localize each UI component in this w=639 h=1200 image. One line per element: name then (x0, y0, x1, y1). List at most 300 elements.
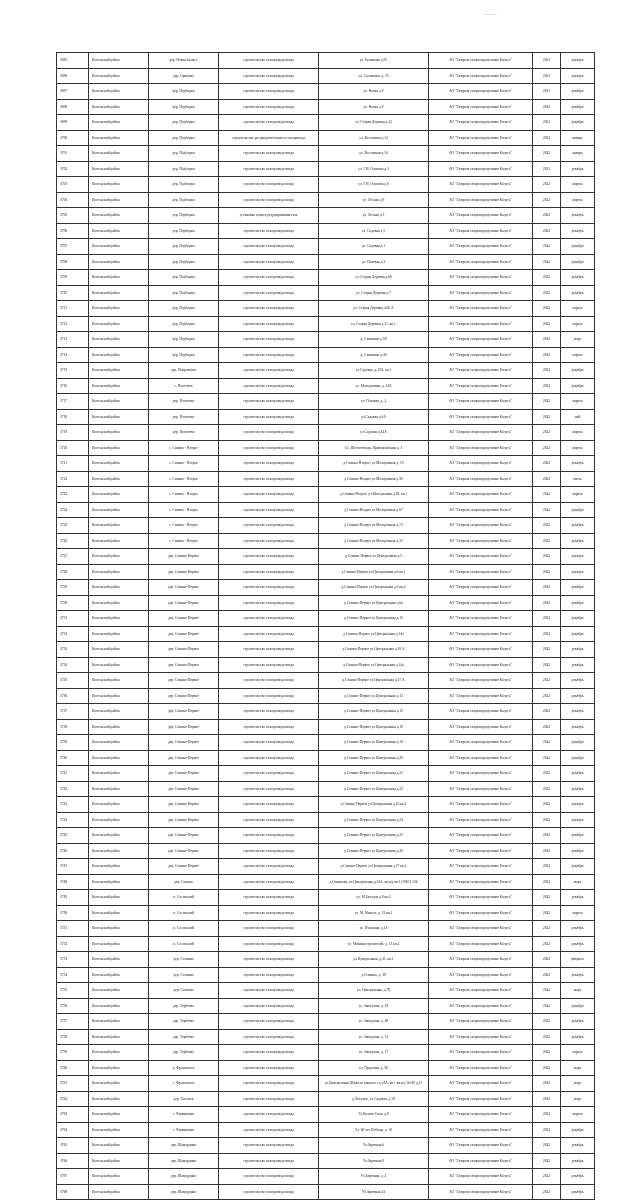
month-cell: март (561, 874, 595, 890)
month-cell: декабрь (561, 967, 595, 983)
locality-cell: дер. Сенино-Первое (149, 626, 219, 642)
district-cell: Козельский район (89, 68, 149, 84)
organization-cell: АО "Газпром газораспределение Калуга" (429, 1076, 533, 1092)
work-type-cell: строительство газопровода ввода (219, 502, 319, 518)
row-number: 3765 (57, 1138, 89, 1154)
work-type-cell: строительство газопровода ввода (219, 99, 319, 115)
month-cell: апрель (561, 177, 595, 193)
address-cell: ул.Садовая д.44А (319, 425, 429, 441)
year-cell: 2022 (533, 518, 561, 534)
year-cell: 2022 (533, 99, 561, 115)
month-cell: декабрь (561, 890, 595, 906)
district-cell: Козельский район (89, 146, 149, 162)
organization-cell: АО "Газпром газораспределение Калуга" (429, 859, 533, 875)
month-cell: декабрь (561, 53, 595, 69)
district-cell: Козельский район (89, 316, 149, 332)
work-type-cell: строительство газопровода ввода (219, 1060, 319, 1076)
organization-cell: АО "Газпром газораспределение Калуга" (429, 192, 533, 208)
row-number: 3708 (57, 254, 89, 270)
row-number: 3753 (57, 952, 89, 968)
table-row (57, 316, 595, 332)
table-row (57, 1122, 595, 1138)
month-cell: декабрь (561, 1014, 595, 1030)
district-cell: Козельский район (89, 673, 149, 689)
month-cell: декабрь (561, 378, 595, 394)
table-row (57, 347, 595, 363)
organization-cell: АО "Газпром газораспределение Калуга" (429, 518, 533, 534)
organization-cell: АО "Газпром газораспределение Калуга" (429, 1060, 533, 1076)
locality-cell: дер. Сенино-Первое (149, 642, 219, 658)
locality-cell: дер. Сенино-Первое (149, 688, 219, 704)
organization-cell: АО "Газпром газораспределение Калуга" (429, 1169, 533, 1185)
table-row (57, 115, 595, 131)
address-cell: д.Сенино-Второе ул.Молодежная д.67 (319, 502, 429, 518)
district-cell: Козельский район (89, 301, 149, 317)
district-cell: Козельский район (89, 1184, 149, 1200)
row-number: 3729 (57, 580, 89, 596)
month-cell: апрель (561, 425, 595, 441)
year-cell: 2022 (533, 688, 561, 704)
district-cell: Козельский район (89, 53, 149, 69)
address-cell: д.Сенино-Первое ул.Центральная д.26 (319, 843, 429, 859)
row-number: 3714 (57, 347, 89, 363)
district-cell: Козельский район (89, 921, 149, 937)
district-cell: Козельский район (89, 161, 149, 177)
month-cell: декабрь (561, 766, 595, 782)
year-cell: 2022 (533, 409, 561, 425)
district-cell: Козельский район (89, 99, 149, 115)
locality-cell: дер. Торбеево (149, 1029, 219, 1045)
month-cell: апрель (561, 487, 595, 503)
organization-cell: АО "Газпром газораспределение Калуга" (429, 1138, 533, 1154)
district-cell: Козельский район (89, 1045, 149, 1061)
month-cell: апрель (561, 1045, 595, 1061)
locality-cell: п. Сосенский (149, 936, 219, 952)
work-type-cell: строительство газопровода ввода (219, 611, 319, 627)
row-number: 3702 (57, 161, 89, 177)
work-type-cell: строительство газопровода ввода (219, 828, 319, 844)
work-type-cell: строительство газопровода ввода (219, 936, 319, 952)
organization-cell: АО "Газпром газораспределение Калуга" (429, 688, 533, 704)
table-row (57, 843, 595, 859)
organization-cell: АО "Газпром газораспределение Калуга" (429, 967, 533, 983)
work-type-cell: строительство газопровода ввода (219, 657, 319, 673)
year-cell: 2022 (533, 1076, 561, 1092)
row-number: 3764 (57, 1122, 89, 1138)
table-row (57, 146, 595, 162)
month-cell: март (561, 983, 595, 999)
district-cell: Козельский район (89, 952, 149, 968)
table-row (57, 363, 595, 379)
month-cell: декабрь (561, 580, 595, 596)
locality-cell: дер. Сенино-Первое (149, 843, 219, 859)
organization-cell: АО "Газпром газораспределение Калуга" (429, 285, 533, 301)
address-cell: д.Хотунок, ул.Садовая, д.18 (319, 1091, 429, 1107)
address-cell: д. Сливкино д.40 (319, 347, 429, 363)
address-cell: д.Сенино-Первое ул.Центральная д.5 (319, 549, 429, 565)
address-cell: д.Сенино-Второе, ул.Молодежная д.38, кв.1 (319, 487, 429, 503)
locality-cell: дер. Сенино-Первое (149, 549, 219, 565)
month-cell: апрель (561, 347, 595, 363)
work-type-cell: строительство газопровода ввода (219, 905, 319, 921)
work-type-cell: строительство газопровода ввода (219, 68, 319, 84)
year-cell: 2022 (533, 1029, 561, 1045)
address-cell: д.Сенино-Первое ул.Центральная д.37 А (319, 673, 429, 689)
district-cell: Козельский район (89, 1107, 149, 1123)
district-cell: Козельский район (89, 797, 149, 813)
year-cell: 2022 (533, 921, 561, 937)
district-cell: Козельский район (89, 812, 149, 828)
district-cell: Козельский район (89, 828, 149, 844)
organization-cell: АО "Газпром газораспределение Калуга" (429, 53, 533, 69)
table-row (57, 84, 595, 100)
year-cell: 2022 (533, 332, 561, 348)
work-type-cell: строительство газопровода ввода (219, 952, 319, 968)
row-number: 3698 (57, 99, 89, 115)
district-cell: Козельский район (89, 518, 149, 534)
work-type-cell: строительство газопровода ввода (219, 843, 319, 859)
month-cell: декабрь (561, 735, 595, 751)
table-row (57, 99, 595, 115)
locality-cell: с. Сенино - Второе (149, 471, 219, 487)
locality-cell: дер. Хотунок (149, 1091, 219, 1107)
organization-cell: АО "Газпром газораспределение Калуга" (429, 502, 533, 518)
locality-cell: дер. Сенино-Первое (149, 719, 219, 735)
organization-cell: АО "Газпром газораспределение Калуга" (429, 626, 533, 642)
row-number: 3746 (57, 843, 89, 859)
district-cell: Козельский район (89, 440, 149, 456)
row-number: 3715 (57, 363, 89, 379)
row-number: 3706 (57, 223, 89, 239)
table-row (57, 1060, 595, 1076)
row-number: 3712 (57, 316, 89, 332)
district-cell: Козельский район (89, 177, 149, 193)
row-number: 3733 (57, 642, 89, 658)
district-cell: Козельский район (89, 425, 149, 441)
address-cell: ул. Лесная д.5 (319, 208, 429, 224)
organization-cell: АО "Газпром газораспределение Калуга" (429, 1107, 533, 1123)
table-row (57, 657, 595, 673)
address-cell: д.Сенино-Первое ул.Центральная д.16 А (319, 642, 429, 658)
locality-cell: дер. Шамордино (149, 1169, 219, 1185)
row-number: 3723 (57, 487, 89, 503)
locality-cell: дер. Сенино-Первое (149, 781, 219, 797)
work-type-cell: строительство газопровода ввода (219, 239, 319, 255)
organization-cell: АО "Газпром газораспределение Калуга" (429, 487, 533, 503)
locality-cell: дер. Шамордино (149, 1184, 219, 1200)
row-number: 3722 (57, 471, 89, 487)
work-type-cell: строительство газопровода ввода (219, 1184, 319, 1200)
row-number: 3703 (57, 177, 89, 193)
work-type-cell: строительство газопровода ввода (219, 874, 319, 890)
table-body (57, 53, 595, 1200)
row-number: 3695 (57, 53, 89, 69)
year-cell: 2022 (533, 1107, 561, 1123)
year-cell: 2022 (533, 471, 561, 487)
row-number: 3705 (57, 208, 89, 224)
work-type-cell: строительство газопровода ввода (219, 859, 319, 875)
table-row (57, 471, 595, 487)
month-cell: декабрь (561, 936, 595, 952)
table-row (57, 936, 595, 952)
row-number: 3750 (57, 905, 89, 921)
row-number: 3704 (57, 192, 89, 208)
row-number: 3716 (57, 378, 89, 394)
locality-cell: с. Сенино - Второе (149, 456, 219, 472)
table-row (57, 688, 595, 704)
address-cell: д.Сенино-Первое ул.Центральная д.18 (319, 719, 429, 735)
month-cell: апрель (561, 1107, 595, 1123)
address-cell: ул. Г.Н. Осипова д.2 (319, 161, 429, 177)
organization-cell: АО "Газпром газораспределение Калуга" (429, 874, 533, 890)
month-cell: декабрь (561, 781, 595, 797)
table-row (57, 704, 595, 720)
locality-cell: дер. Сенино-Первое (149, 673, 219, 689)
locality-cell: с. Фроловское (149, 1076, 219, 1092)
month-cell: декабрь (561, 68, 595, 84)
address-cell: ул. Г.Н. Осипова д.6 (319, 177, 429, 193)
table-row (57, 1107, 595, 1123)
district-cell: Козельский район (89, 735, 149, 751)
work-type-cell: строительство газопровода ввода (219, 890, 319, 906)
work-type-cell: установка пункта редуцирования газа (219, 208, 319, 224)
work-type-cell: строительство газопровода ввода (219, 735, 319, 751)
address-cell: д.Сенино-Первое ул.Центральная д.19 (319, 735, 429, 751)
month-cell: декабрь (561, 254, 595, 270)
year-cell: 2022 (533, 828, 561, 844)
row-number: 3739 (57, 735, 89, 751)
row-number: 3740 (57, 750, 89, 766)
address-cell: ул. М. Нильсе, д. 31 кв.2 (319, 905, 429, 921)
work-type-cell: строительство газопровода ввода (219, 1122, 319, 1138)
table-row (57, 192, 595, 208)
locality-cell: дер. Сенино-Первое (149, 797, 219, 813)
table-row (57, 549, 595, 565)
month-cell: декабрь (561, 1169, 595, 1185)
organization-cell: АО "Газпром газораспределение Калуга" (429, 998, 533, 1014)
year-cell: 2022 (533, 208, 561, 224)
year-cell: 2022 (533, 750, 561, 766)
district-cell: Козельский район (89, 704, 149, 720)
organization-cell: АО "Газпром газораспределение Калуга" (429, 347, 533, 363)
organization-cell: АО "Газпром газораспределение Калуга" (429, 890, 533, 906)
table-row (57, 719, 595, 735)
organization-cell: АО "Газпром газораспределение Калуга" (429, 564, 533, 580)
organization-cell: АО "Газпром газораспределение Калуга" (429, 750, 533, 766)
work-type-cell: строительство газопровода ввода (219, 301, 319, 317)
work-type-cell: строительство газопровода ввода (219, 161, 319, 177)
locality-cell: д. Фроловское (149, 1060, 219, 1076)
year-cell: 2022 (533, 812, 561, 828)
table-row (57, 983, 595, 999)
organization-cell: АО "Газпром газораспределение Калуга" (429, 99, 533, 115)
locality-cell: дер. Сенино-Первое (149, 735, 219, 751)
address-cell: ул. М.Баходце,д.8 кв.2 (319, 890, 429, 906)
month-cell: март (561, 332, 595, 348)
row-number: 3730 (57, 595, 89, 611)
table-row (57, 394, 595, 410)
organization-cell: АО "Газпром газораспределение Калуга" (429, 642, 533, 658)
address-cell: д.Сенино-Второе ул.Молодежная д.30 (319, 471, 429, 487)
district-cell: Козельский район (89, 967, 149, 983)
organization-cell: АО "Газпром газораспределение Калуга" (429, 533, 533, 549)
address-cell: ул. Восточная д.14 (319, 146, 429, 162)
organization-cell: АО "Газпром газораспределение Калуга" (429, 425, 533, 441)
district-cell: Козельский район (89, 843, 149, 859)
row-number: 3735 (57, 673, 89, 689)
work-type-cell: строительство газопровода ввода (219, 626, 319, 642)
year-cell: 2022 (533, 704, 561, 720)
district-cell: Козельский район (89, 998, 149, 1014)
year-cell: 2022 (533, 735, 561, 751)
year-cell: 2022 (533, 533, 561, 549)
work-type-cell: строительство газопровода ввода (219, 316, 319, 332)
month-cell: июль (561, 471, 595, 487)
month-cell: декабрь (561, 657, 595, 673)
locality-cell: дер. Орешево (149, 68, 219, 84)
address-cell: ул. Пушкина, д.14 (319, 921, 429, 937)
year-cell: 2021 (533, 68, 561, 84)
table-row (57, 409, 595, 425)
month-cell: декабрь (561, 564, 595, 580)
locality-cell: с. Сенино - Второе (149, 518, 219, 534)
month-cell: декабрь (561, 115, 595, 131)
address-cell: ул. Новая д.9 (319, 99, 429, 115)
organization-cell: АО "Газпром газораспределение Калуга" (429, 595, 533, 611)
organization-cell: АО "Газпром газораспределение Калуга" (429, 1029, 533, 1045)
row-number: 3724 (57, 502, 89, 518)
work-type-cell: строительство газопровода ввода (219, 223, 319, 239)
table-row (57, 1076, 595, 1092)
locality-cell: дер. Новая Бахмут (149, 53, 219, 69)
district-cell: Козельский район (89, 378, 149, 394)
month-cell: апрель (561, 440, 595, 456)
address-cell: Ул. 60 лет Победы, д. 10 (319, 1122, 429, 1138)
address-cell: д.Сенино-Первое ул.Центральная д.20 (319, 750, 429, 766)
work-type-cell: строительство газопровода ввода (219, 487, 319, 503)
row-number: 3754 (57, 967, 89, 983)
month-cell: декабрь (561, 1153, 595, 1169)
organization-cell: АО "Газпром газораспределение Калуга" (429, 456, 533, 472)
table-row (57, 766, 595, 782)
year-cell: 2022 (533, 425, 561, 441)
organization-cell: АО "Газпром газораспределение Калуга" (429, 719, 533, 735)
organization-cell: АО "Газпром газораспределение Калуга" (429, 1091, 533, 1107)
district-cell: Козельский район (89, 688, 149, 704)
organization-cell: АО "Газпром газораспределение Калуга" (429, 657, 533, 673)
table-row (57, 967, 595, 983)
year-cell: 2022 (533, 843, 561, 859)
row-number: 3758 (57, 1029, 89, 1045)
organization-cell: АО "Газпром газораспределение Калуга" (429, 735, 533, 751)
locality-cell: с. Сенино - Второе (149, 502, 219, 518)
locality-cell: дер. Сенино-Первое (149, 564, 219, 580)
month-cell: декабрь (561, 99, 595, 115)
table-row (57, 1138, 595, 1154)
year-cell: 2022 (533, 657, 561, 673)
month-cell: апрель (561, 394, 595, 410)
year-cell: 2022 (533, 130, 561, 146)
table-row (57, 502, 595, 518)
address-cell: ул. Садовая д.5 (319, 223, 429, 239)
month-cell: декабрь (561, 998, 595, 1014)
table-row (57, 859, 595, 875)
address-cell: Ул.Заречная 9 (319, 1153, 429, 1169)
row-number: 3727 (57, 549, 89, 565)
address-cell: Ул.Заречная 24 (319, 1184, 429, 1200)
locality-cell: с. Сенино - Второе (149, 440, 219, 456)
work-type-cell: строительство газопровода ввода (219, 642, 319, 658)
month-cell: декабрь (561, 1029, 595, 1045)
year-cell: 2022 (533, 502, 561, 518)
district-cell: Козельский район (89, 1029, 149, 1045)
year-cell: 2022 (533, 456, 561, 472)
organization-cell: АО "Газпром газораспределение Калуга" (429, 68, 533, 84)
address-cell: д.Сенино-Первое ул.Центральная д.14а (319, 626, 429, 642)
year-cell: 2022 (533, 192, 561, 208)
work-type-cell: строительство газопровода ввода (219, 1091, 319, 1107)
year-cell: 2022 (533, 766, 561, 782)
year-cell: 2022 (533, 1060, 561, 1076)
table-row (57, 611, 595, 627)
organization-cell: АО "Газпром газораспределение Калуга" (429, 115, 533, 131)
work-type-cell: строительство газопровода ввода (219, 812, 319, 828)
district-cell: Козельский район (89, 487, 149, 503)
table-row (57, 580, 595, 596)
month-cell: декабрь (561, 1184, 595, 1200)
month-cell: декабрь (561, 704, 595, 720)
organization-cell: АО "Газпром газораспределение Калуга" (429, 161, 533, 177)
year-cell: 2022 (533, 177, 561, 193)
month-cell: декабрь (561, 270, 595, 286)
year-cell: 2021 (533, 161, 561, 177)
address-cell: ул. Бушакова д.95 (319, 53, 429, 69)
year-cell: 2022 (533, 595, 561, 611)
locality-cell: дер. Подборки (149, 208, 219, 224)
district-cell: Козельский район (89, 1122, 149, 1138)
address-cell: Ул.Козлов Сила, д.8 (319, 1107, 429, 1123)
address-cell: д.Сенино-Первое ул.Центральная д.13 (319, 688, 429, 704)
locality-cell: с. Сенино - Второе (149, 533, 219, 549)
organization-cell: АО "Газпром газораспределение Калуга" (429, 673, 533, 689)
district-cell: Козельский район (89, 223, 149, 239)
locality-cell: дер. Подборки (149, 161, 219, 177)
address-cell: д.Сенино-Второе ул.Молодежная д.33 (319, 533, 429, 549)
table-row (57, 239, 595, 255)
row-number: 3718 (57, 409, 89, 425)
work-type-cell: строительство газопровода ввода (219, 797, 319, 813)
organization-cell: АО "Газпром газораспределение Калуга" (429, 797, 533, 813)
organization-cell: АО "Газпром газораспределение Калуга" (429, 1122, 533, 1138)
table-row (57, 564, 595, 580)
table-row (57, 332, 595, 348)
organization-cell: АО "Газпром газораспределение Калуга" (429, 394, 533, 410)
organization-cell: АО "Газпром газораспределение Калуга" (429, 936, 533, 952)
month-cell: декабрь (561, 1122, 595, 1138)
month-cell: декабрь (561, 673, 595, 689)
address-cell: ул.Центральная, д.41, кв.1 (319, 952, 429, 968)
district-cell: Козельский район (89, 1169, 149, 1185)
work-type-cell: строительство газопровода ввода (219, 983, 319, 999)
organization-cell: АО "Газпром газораспределение Калуга" (429, 905, 533, 921)
row-number: 3734 (57, 657, 89, 673)
table-row (57, 254, 595, 270)
address-cell: Сл. Шепелевская, Привокзальная д. 3 (319, 440, 429, 456)
district-cell: Козельский район (89, 394, 149, 410)
work-type-cell: строительство газопровода ввода (219, 1169, 319, 1185)
row-number: 3752 (57, 936, 89, 952)
row-number: 3745 (57, 828, 89, 844)
